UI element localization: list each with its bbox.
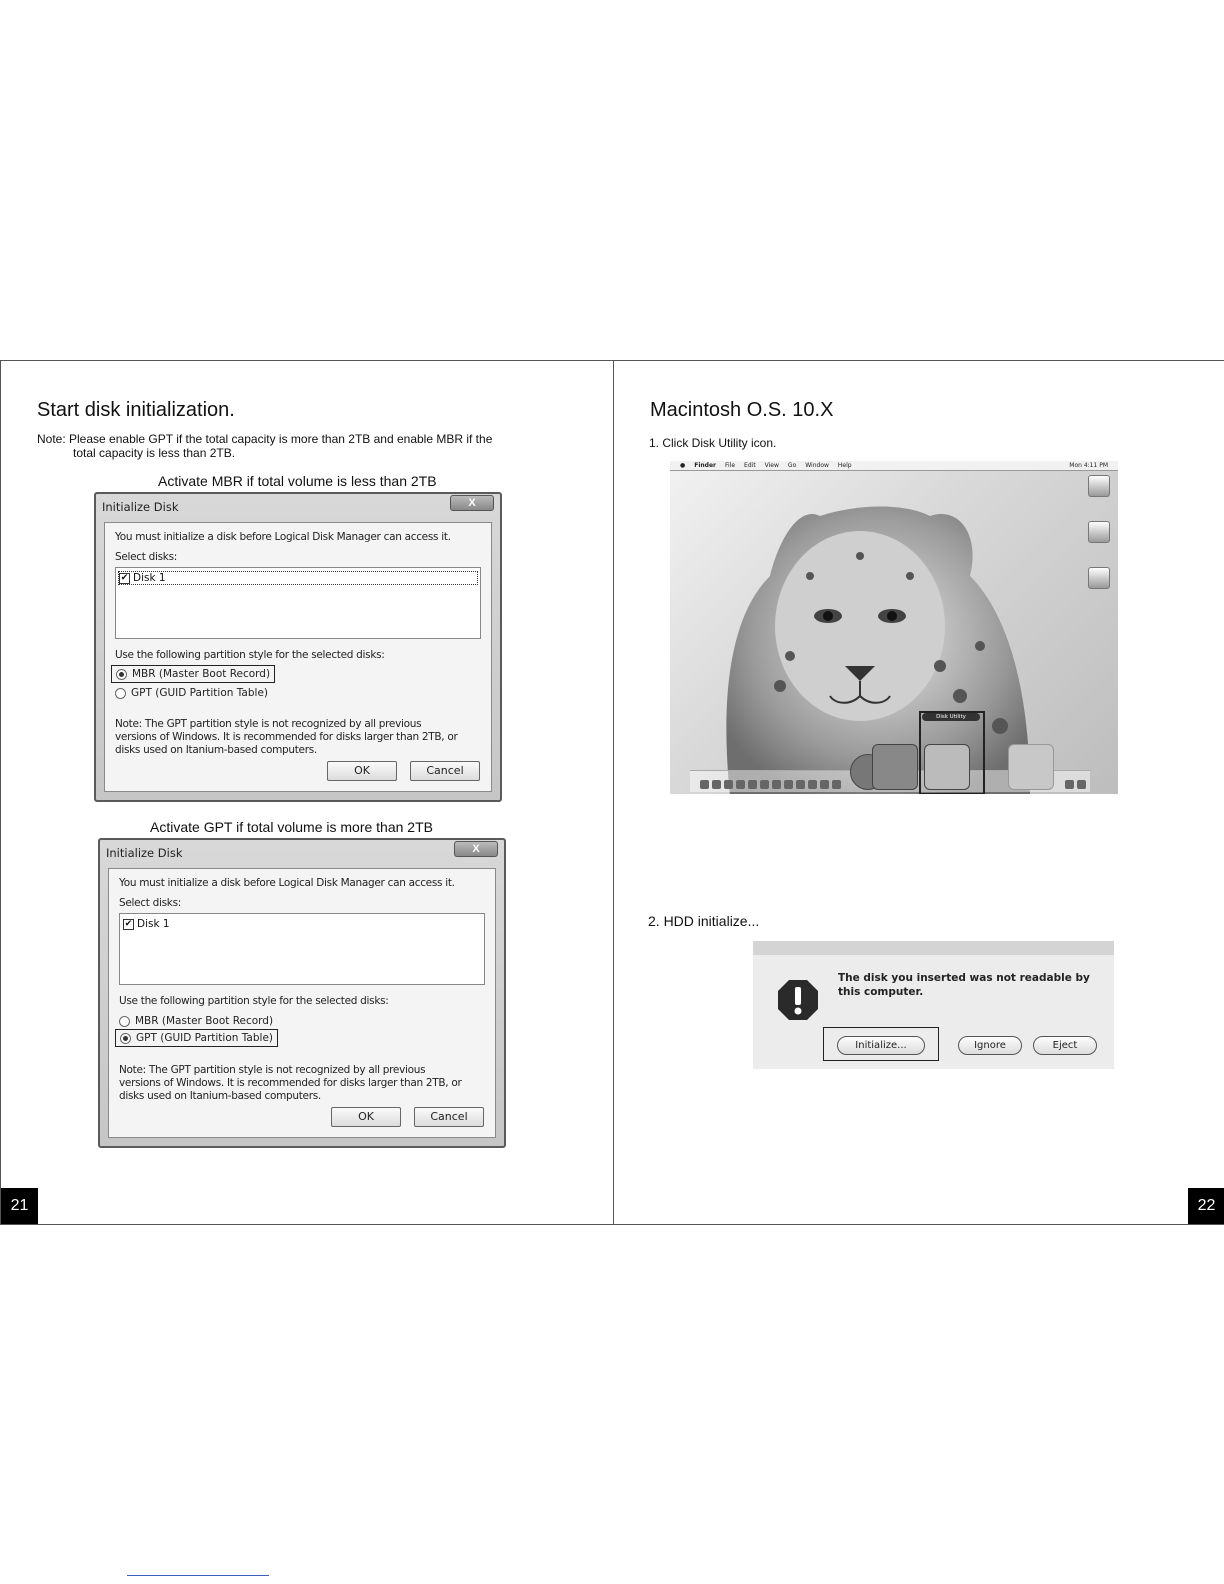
dock-app-icon[interactable] (772, 780, 781, 789)
dialog-intro: You must initialize a disk before Logical Disk Manager can access it. (119, 877, 455, 889)
page-number: 22 (1188, 1188, 1224, 1224)
disk-label: Disk 1 (137, 918, 170, 930)
mbr-label: MBR (Master Boot Record) (135, 1015, 274, 1027)
dialog-title: Initialize Disk (102, 500, 179, 514)
note-line-2: total capacity is less than 2TB. (73, 446, 236, 460)
select-disks-label: Select disks: (115, 551, 177, 563)
unreadable-disk-alert (753, 941, 1114, 1069)
mbr-radio[interactable] (119, 1016, 130, 1027)
dock-app-icon[interactable] (832, 780, 841, 789)
close-button[interactable]: X (450, 495, 494, 511)
gpt-option[interactable] (115, 1029, 278, 1047)
alert-message-line-2: this computer. (838, 986, 924, 998)
partition-style-label: Use the following partition style for the selected disks: (119, 995, 389, 1007)
apple-icon[interactable]: ● (680, 462, 686, 469)
gpt-mbr-note (37, 432, 557, 460)
initialize-disk-dialog-mbr (94, 492, 502, 802)
page-heading: Macintosh O.S. 10.X (650, 399, 834, 421)
menu-go[interactable]: Go (787, 462, 797, 469)
disk-utility-highlight (919, 711, 985, 794)
eject-button[interactable]: Eject (1033, 1036, 1097, 1055)
dialog-note: Note: The GPT partition style is not recognized by all previous versions of Windows. It is recommended for disks larger than 2TB, or disks used on Itanium-based computers. (119, 1064, 462, 1102)
dock-app-icon[interactable] (760, 780, 769, 789)
disk-listbox[interactable] (119, 913, 485, 985)
mac-menubar (670, 461, 1118, 471)
page-heading: Start disk initialization. (37, 399, 235, 421)
dock-app-icon[interactable] (736, 780, 745, 789)
initialize-button[interactable]: Initialize... (837, 1036, 925, 1055)
ok-button[interactable]: OK (327, 761, 397, 781)
alert-message (838, 971, 1090, 999)
warning-icon (777, 979, 819, 1021)
applications-folder-icon[interactable] (1008, 744, 1054, 790)
gpt-radio[interactable] (120, 1033, 131, 1044)
menu-view[interactable]: View (764, 462, 779, 469)
mbr-label: MBR (Master Boot Record) (132, 668, 271, 680)
dialog-caption-gpt: Activate GPT if total volume is more than 2TB (150, 819, 433, 835)
dock-app-icon[interactable] (796, 780, 805, 789)
mbr-option[interactable] (111, 665, 275, 683)
note-line-1: Note: Please enable GPT if the total capacity is more than 2TB and enable MBR if the (37, 432, 493, 446)
gpt-option[interactable] (111, 685, 272, 701)
hard-drive-icon[interactable] (1088, 521, 1110, 543)
mbr-option[interactable] (115, 1013, 277, 1029)
gpt-label: GPT (GUID Partition Table) (136, 1032, 274, 1044)
disk-label: Disk 1 (133, 572, 166, 584)
step-1-text: 1. Click Disk Utility icon. (649, 436, 777, 450)
initialize-disk-dialog-gpt (98, 838, 506, 1148)
left-page (1, 361, 613, 1224)
ok-button[interactable]: OK (331, 1107, 401, 1127)
dock-app-icon[interactable] (712, 780, 721, 789)
dialog-body (104, 522, 492, 792)
dock-app-icon[interactable] (700, 780, 709, 789)
dialog-caption-mbr: Activate MBR if total volume is less than 2TB (158, 473, 437, 489)
dialog-title: Initialize Disk (106, 846, 183, 860)
underline-rule (127, 1575, 269, 1576)
dialog-note: Note: The GPT partition style is not recognized by all previous versions of Windows. It is recommended for disks larger than 2TB, or disks used on Itanium-based computers. (115, 718, 458, 756)
mbr-radio[interactable] (116, 669, 127, 680)
mac-dock (690, 770, 1090, 792)
system-preferences-icon[interactable] (872, 744, 918, 790)
manual-spread (0, 360, 1224, 1225)
mac-desktop-screenshot (670, 461, 1118, 794)
list-item[interactable] (119, 572, 477, 584)
dock-app-icon[interactable] (820, 780, 829, 789)
list-item[interactable] (123, 918, 170, 930)
gpt-radio[interactable] (115, 688, 126, 699)
cancel-button[interactable]: Cancel (414, 1107, 484, 1127)
menu-file[interactable]: File (725, 462, 736, 469)
dock-app-icon[interactable] (784, 780, 793, 789)
select-disks-label: Select disks: (119, 897, 181, 909)
dock-tooltip: Disk Utility (922, 713, 980, 721)
disk-checkbox[interactable]: ✔ (120, 572, 129, 583)
menu-edit[interactable]: Edit (744, 462, 756, 469)
page-number: 21 (1, 1188, 38, 1224)
dock-app-icon[interactable] (724, 780, 733, 789)
hard-drive-icon[interactable] (1088, 475, 1110, 497)
menu-window[interactable]: Window (805, 462, 829, 469)
alert-message-line-1: The disk you inserted was not readable by (838, 972, 1090, 984)
partition-style-label: Use the following partition style for the selected disks: (115, 649, 385, 661)
dialog-body (108, 868, 496, 1138)
dock-app-icon[interactable] (1065, 780, 1074, 789)
menu-finder[interactable]: Finder (694, 462, 716, 469)
menubar-clock[interactable]: Mon 4:11 PM (1069, 462, 1108, 469)
ignore-button[interactable]: Ignore (958, 1036, 1022, 1055)
right-page (613, 361, 1224, 1224)
hard-drive-icon[interactable] (1088, 567, 1110, 589)
close-button[interactable]: X (454, 841, 498, 857)
dialog-intro: You must initialize a disk before Logical Disk Manager can access it. (115, 531, 451, 543)
disk-checkbox[interactable]: ✔ (124, 918, 133, 929)
gpt-label: GPT (GUID Partition Table) (131, 687, 269, 699)
menu-help[interactable]: Help (837, 462, 852, 469)
step-2-text: 2. HDD initialize... (648, 913, 760, 929)
trash-icon[interactable] (1077, 780, 1086, 789)
cancel-button[interactable]: Cancel (410, 761, 480, 781)
disk-listbox[interactable] (115, 567, 481, 639)
dock-app-icon[interactable] (748, 780, 757, 789)
dock-app-icon[interactable] (808, 780, 817, 789)
